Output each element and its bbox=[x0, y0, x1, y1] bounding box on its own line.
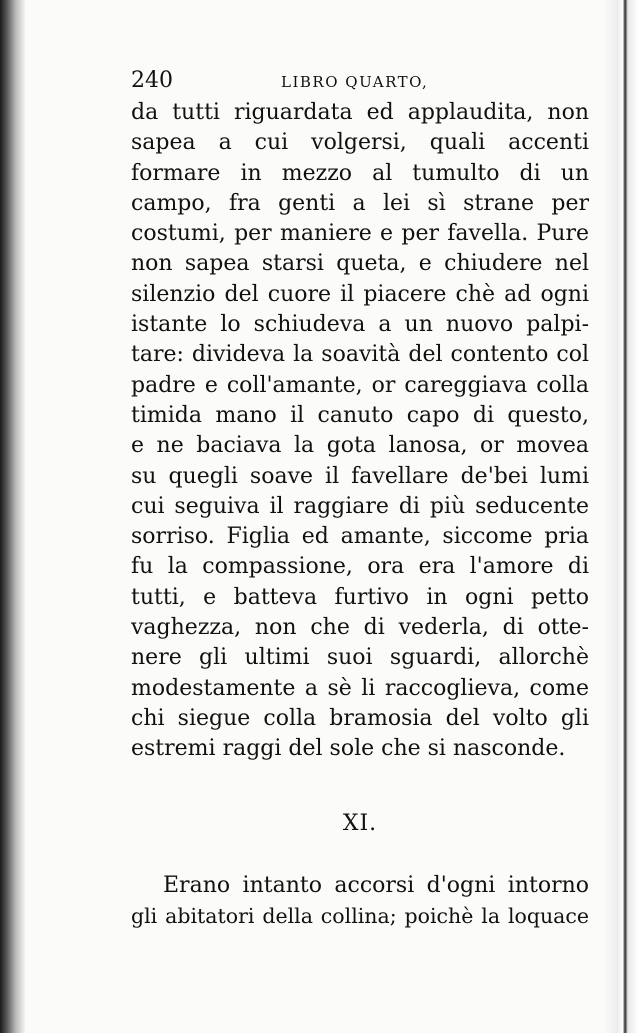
text-line: nere gli ultimi suoi sguardi, allorchè bbox=[131, 645, 589, 671]
text-line: chi siegue colla bramosia del volto gli bbox=[131, 705, 589, 731]
text-line: costumi, per maniere e per favella. Pure bbox=[131, 221, 589, 247]
text-line: modestamente a sè li raccoglieva, come bbox=[131, 675, 589, 701]
text-line: estremi raggi del sole che si nasconde. bbox=[131, 736, 566, 762]
binding-shadow bbox=[0, 0, 26, 1033]
text-line: padre e coll'amante, or careggiava colla bbox=[131, 372, 589, 398]
page-number: 240 bbox=[131, 68, 173, 93]
text-line: cui seguiva il raggiare di più seducente bbox=[131, 493, 589, 519]
text-line: sapea a cui volgersi, quali accenti bbox=[131, 130, 589, 156]
text-line: istante lo schiudeva a un nuovo palpi- bbox=[131, 312, 589, 338]
text-line: sorriso. Figlia ed amante, siccome pria bbox=[131, 524, 589, 550]
page-edge bbox=[604, 0, 638, 1033]
text-line: su quegli soave il favellare de'bei lumi bbox=[131, 463, 589, 489]
paragraph-2 bbox=[131, 871, 589, 932]
text-block bbox=[131, 60, 589, 931]
text-line: fu la compassione, ora era l'amore di bbox=[131, 554, 589, 580]
text-line: campo, fra genti a lei sì strane per bbox=[131, 190, 589, 216]
text-line: formare in mezzo al tumulto di un bbox=[131, 160, 589, 186]
running-head: LIBRO QUARTO, bbox=[281, 73, 429, 91]
paragraph-1 bbox=[131, 98, 589, 765]
text-line: tutti, e batteva furtivo in ogni petto bbox=[131, 584, 589, 610]
text-line: da tutti riguardata ed applaudita, non bbox=[131, 100, 589, 125]
text-line: gli abitatori della collina; poichè la loquace bbox=[131, 903, 589, 928]
section-number: XI. bbox=[342, 810, 378, 836]
text-line: e ne baciava la gota lanosa, or movea bbox=[131, 433, 589, 459]
text-line: non sapea starsi queta, e chiudere nel bbox=[131, 251, 589, 277]
text-line: silenzio del cuore il piacere chè ad ogni bbox=[131, 281, 589, 307]
text-line: Erano intanto accorsi d'ogni intorno bbox=[163, 872, 589, 898]
page-header bbox=[131, 60, 589, 98]
text-line: vaghezza, non che di vederla, di otte- bbox=[131, 615, 589, 641]
text-line: tare: divideva la soavità del contento col bbox=[131, 342, 589, 368]
text-line: timida mano il canuto capo di questo, bbox=[131, 402, 589, 428]
